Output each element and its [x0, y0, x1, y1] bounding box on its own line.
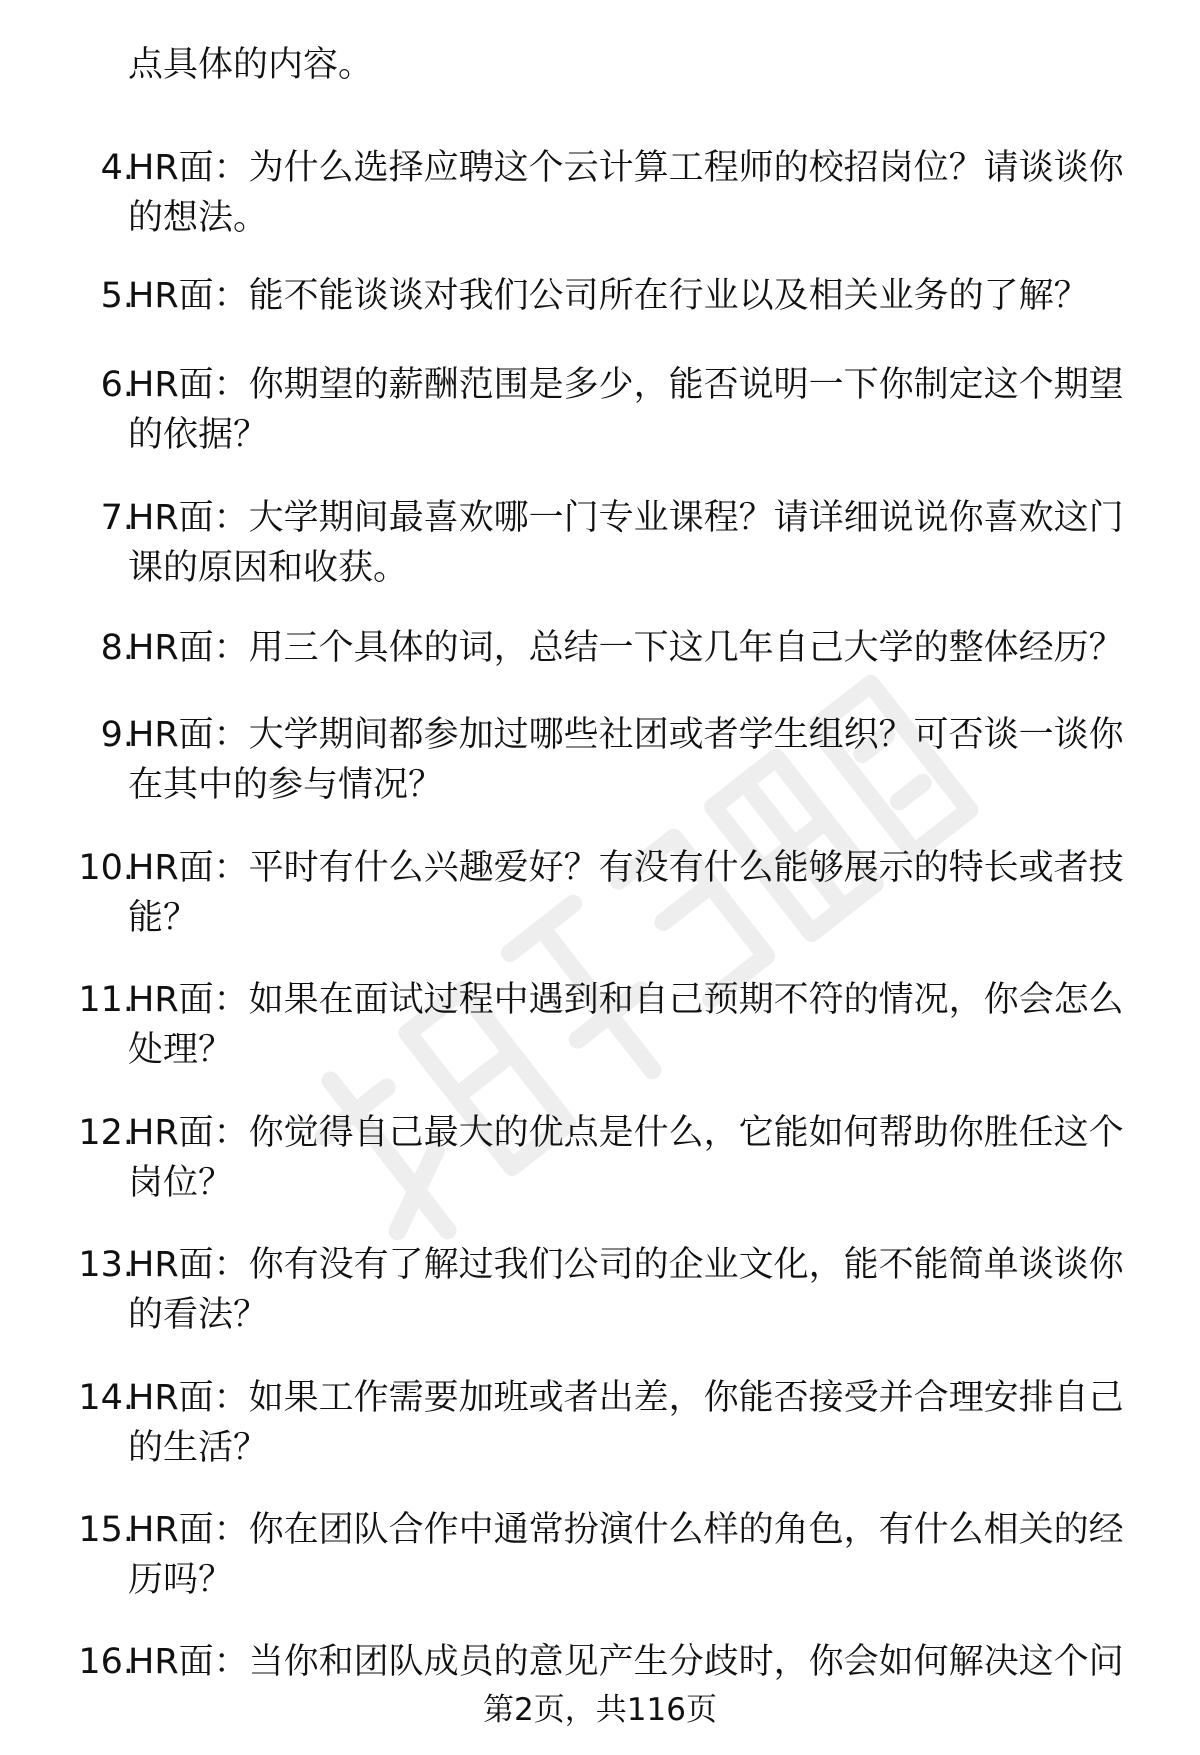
- item-text: 的依据？: [128, 415, 269, 455]
- item-text: 处理？: [128, 1030, 234, 1070]
- item-text: 的想法。: [128, 198, 269, 238]
- item-text: HR面：能不能谈谈对我们公司所在行业以及相关业务的了解？: [128, 276, 1089, 316]
- item-number: 9.: [100, 715, 134, 755]
- item-text: 点具体的内容。: [128, 45, 374, 85]
- item-number: 6.: [100, 365, 134, 405]
- item-number: 8.: [100, 628, 134, 668]
- list-item: [0, 1373, 1200, 1429]
- item-text: HR面：你期望的薪酬范围是多少，能否说明一下你制定这个期望: [128, 365, 1124, 405]
- item-text: 的生活？: [128, 1428, 269, 1468]
- list-item: [0, 493, 1200, 549]
- item-text: HR面：你在团队合作中通常扮演什么样的角色，有什么相关的经: [128, 1510, 1124, 1550]
- item-text: HR面：当你和团队成员的意见产生分歧时，你会如何解决这个问: [128, 1642, 1124, 1682]
- item-text: HR面：你有没有了解过我们公司的企业文化，能不能简单谈谈你: [128, 1245, 1124, 1285]
- item-text: HR面：用三个具体的词，总结一下这几年自己大学的整体经历？: [128, 628, 1124, 668]
- item-number: 7.: [100, 498, 134, 538]
- item-number: 10.: [78, 848, 134, 888]
- item-text: 能？: [128, 898, 199, 938]
- item-text: HR面：平时有什么兴趣爱好？有没有什么能够展示的特长或者技: [128, 848, 1124, 888]
- list-item: [0, 843, 1200, 899]
- item-text: HR面：如果在面试过程中遇到和自己预期不符的情况，你会怎么: [128, 980, 1124, 1020]
- list-item: [0, 975, 1200, 1031]
- list-item: [0, 1505, 1200, 1561]
- list-item: [0, 1423, 1200, 1479]
- item-number: 14.: [78, 1378, 134, 1418]
- list-item: [0, 40, 1200, 96]
- item-number: 13.: [78, 1245, 134, 1285]
- list-item: [0, 1555, 1200, 1611]
- item-text: HR面：大学期间都参加过哪些社团或者学生组织？可否谈一谈你: [128, 715, 1124, 755]
- list-item: [0, 623, 1200, 679]
- item-text: HR面：你觉得自己最大的优点是什么，它能如何帮助你胜任这个: [128, 1113, 1124, 1153]
- item-number: 4.: [100, 148, 134, 188]
- item-number: 5.: [100, 276, 134, 316]
- item-text: 历吗？: [128, 1560, 234, 1600]
- list-item: [0, 271, 1200, 327]
- item-number: 11.: [78, 980, 134, 1020]
- item-number: 16.: [78, 1642, 134, 1682]
- list-item: [0, 1108, 1200, 1164]
- list-item: [0, 1290, 1200, 1346]
- item-text: HR面：如果工作需要加班或者出差，你能否接受并合理安排自己: [128, 1378, 1124, 1418]
- item-number: 15.: [78, 1510, 134, 1550]
- list-item: [0, 1240, 1200, 1296]
- list-item: [0, 893, 1200, 949]
- list-item: [0, 193, 1200, 249]
- page-number: 第2页，共116页: [483, 1692, 717, 1728]
- list-item: [0, 1158, 1200, 1214]
- list-item: [0, 1637, 1200, 1693]
- item-text: 的看法？: [128, 1295, 269, 1335]
- item-text: 在其中的参与情况？: [128, 765, 444, 805]
- item-number: 12.: [78, 1113, 134, 1153]
- item-text: HR面：为什么选择应聘这个云计算工程师的校招岗位？请谈谈你: [128, 148, 1124, 188]
- item-text: HR面：大学期间最喜欢哪一门专业课程？请详细说说你喜欢这门: [128, 498, 1124, 538]
- list-item: [0, 1025, 1200, 1081]
- list-item: [0, 143, 1200, 199]
- list-item: [0, 360, 1200, 416]
- list-item: [0, 710, 1200, 766]
- item-text: 课的原因和收获。: [128, 548, 409, 588]
- list-item: [0, 410, 1200, 466]
- list-item: [0, 760, 1200, 816]
- item-text: 岗位？: [128, 1163, 234, 1203]
- list-item: [0, 543, 1200, 599]
